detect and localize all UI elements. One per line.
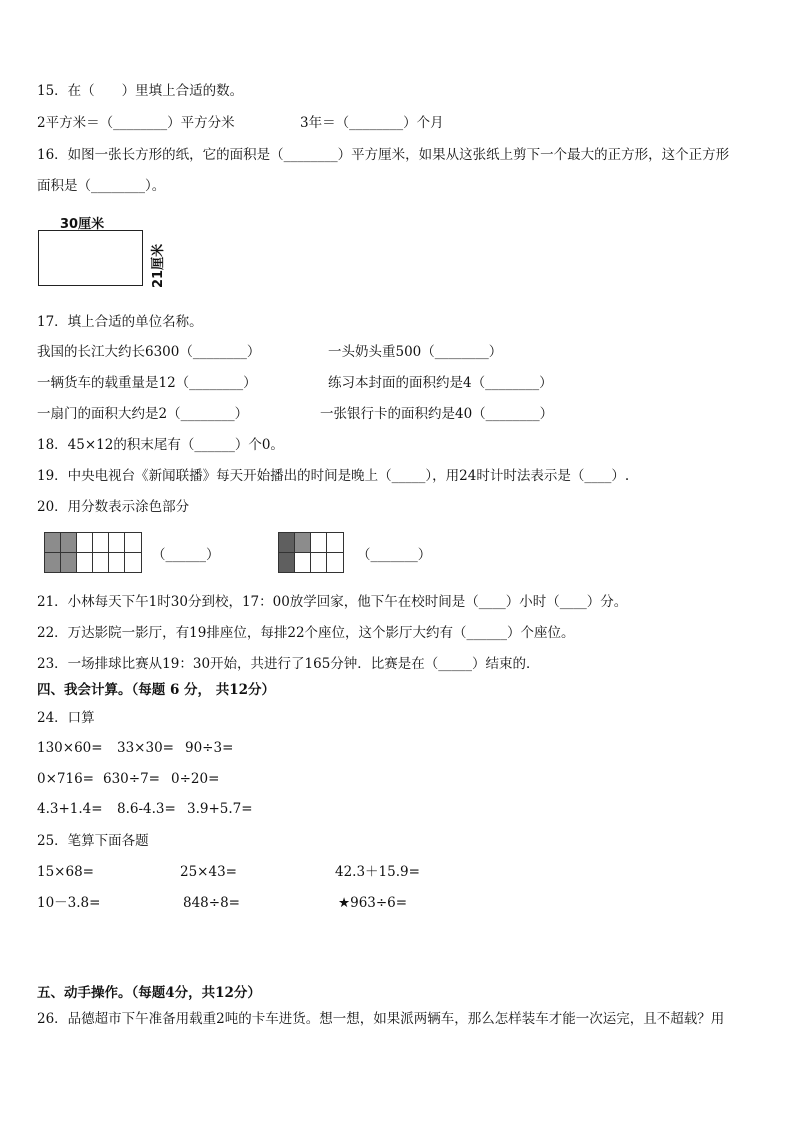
q17-item: 一辆货车的载重量是12（________） bbox=[37, 375, 257, 391]
q17-item: 一张银行卡的面积约是40（________） bbox=[320, 406, 554, 422]
section-4-heading: 四、我会计算。（每题 6 分， 共12分） bbox=[37, 682, 276, 698]
q24-problem: 3.9+5.7= bbox=[187, 801, 253, 817]
q24-problem: 0×716= bbox=[37, 771, 94, 787]
q24-problem: 0÷20= bbox=[171, 771, 220, 787]
q25-problem: 10－3.8= bbox=[37, 895, 101, 911]
shaded-grid-1 bbox=[44, 532, 142, 573]
q25-problem: 42.3＋15.9= bbox=[335, 864, 420, 880]
q16-line1: 16．如图一张长方形的纸，它的面积是（________）平方厘米，如果从这张纸上剪下一个最大的正方形，这个正方形 bbox=[37, 147, 730, 163]
rectangle-width-label: 30厘米 bbox=[60, 217, 105, 232]
q20-title: 20．用分数表示涂色部分 bbox=[37, 499, 190, 515]
q24-problem: 4.3+1.4= bbox=[37, 801, 103, 817]
q17-item: 一头奶头重500（________） bbox=[328, 344, 503, 360]
q15-item-b: 3年＝（________）个月 bbox=[300, 115, 444, 131]
q25-title: 25．笔算下面各题 bbox=[37, 833, 149, 849]
q17-title: 17．填上合适的单位名称。 bbox=[37, 314, 203, 330]
shaded-grid-2 bbox=[278, 532, 344, 573]
section-5-heading: 五、动手操作。（每题4分，共12分） bbox=[37, 985, 261, 1001]
q20-blank-1: （______） bbox=[152, 547, 220, 563]
q24-title: 24．口算 bbox=[37, 710, 95, 726]
q16-line2: 面积是（________）。 bbox=[37, 178, 166, 194]
q24-problem: 630÷7= bbox=[103, 771, 160, 787]
q25-problem: 848÷8= bbox=[183, 895, 240, 911]
q15-title: 15．在（ ）里填上合适的数。 bbox=[37, 83, 244, 99]
q21: 21．小林每天下午1时30分到校，17：00放学回家，他下午在校时间是（____）小时（____）分。 bbox=[37, 594, 628, 610]
q18: 18．45×12的积末尾有（______）个0。 bbox=[37, 437, 284, 453]
q19: 19．中央电视台《新闻联播》每天开始播出的时间是晚上（_____），用24时计时法表示是（____）. bbox=[37, 468, 630, 484]
q17-item: 练习本封面的面积约是4（________） bbox=[328, 375, 553, 391]
q24-problem: 8.6-4.3= bbox=[117, 801, 176, 817]
q22: 22．万达影院一影厅，有19排座位，每排22个座位，这个影厅大约有（______）个座位。 bbox=[37, 625, 575, 641]
q24-problem: 33×30= bbox=[117, 740, 174, 756]
q17-item: 一扇门的面积大约是2（________） bbox=[37, 406, 249, 422]
q24-problem: 90÷3= bbox=[185, 740, 234, 756]
q25-problem: 25×43= bbox=[180, 864, 237, 880]
q26: 26．品德超市下午准备用载重2吨的卡车进货。想一想，如果派两辆车，那么怎样装车才能一次运完，且不超载？用 bbox=[37, 1011, 725, 1027]
rectangle-height-label: 21厘米 bbox=[151, 243, 166, 288]
q25-problem: ★963÷6= bbox=[338, 895, 408, 911]
q24-problem: 130×60= bbox=[37, 740, 103, 756]
q17-item: 我国的长江大约长6300（________） bbox=[37, 344, 261, 360]
rectangle-figure bbox=[38, 230, 143, 286]
q23: 23．一场排球比赛从19：30开始，共进行了165分钟．比赛是在（_____）结束的． bbox=[37, 656, 540, 672]
q20-blank-2: （_______） bbox=[357, 547, 432, 563]
q15-item-a: 2平方米＝（________）平方分米 bbox=[37, 115, 235, 131]
q25-problem: 15×68= bbox=[37, 864, 94, 880]
